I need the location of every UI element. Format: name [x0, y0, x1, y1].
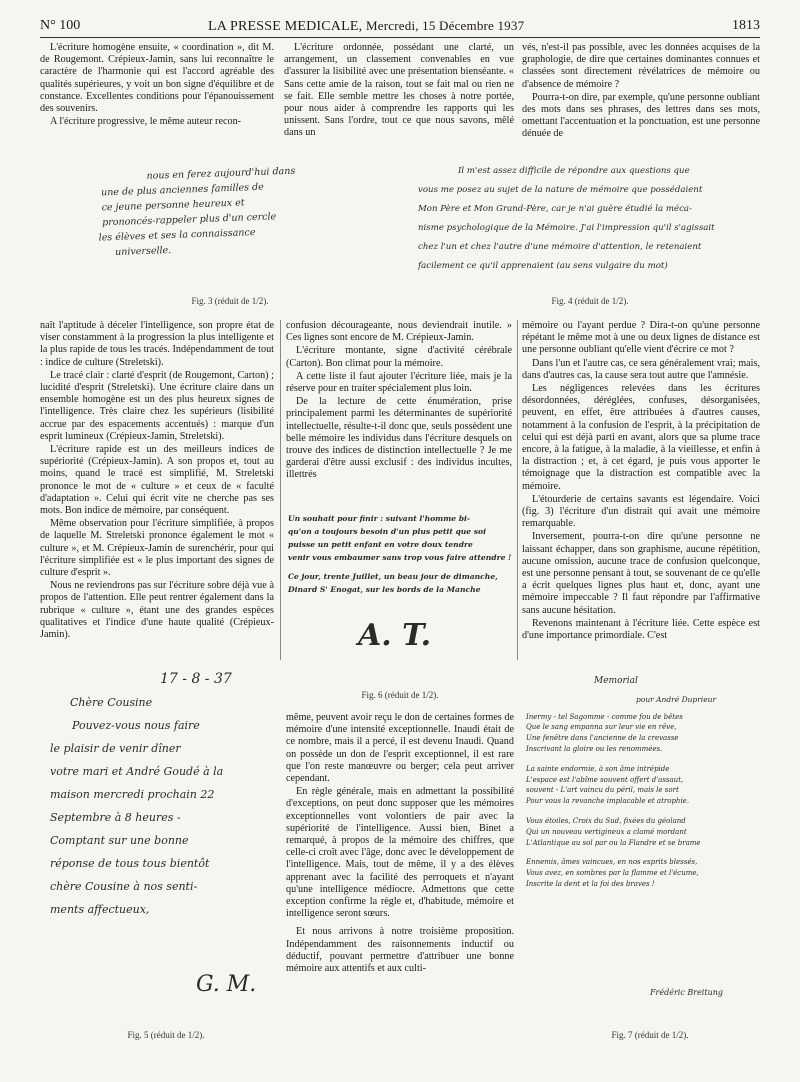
handwriting-line: Une fenêtre dans l'ancienne de la crevasse — [526, 734, 679, 743]
top-column-1 — [40, 42, 274, 129]
handwriting-line: prononcés-rappeler plus d'un cercle — [101, 211, 277, 229]
figure-4-caption: Fig. 4 (réduit de 1/2). — [551, 296, 629, 306]
journal-name: LA PRESSE MEDICALE, — [208, 19, 363, 34]
handwriting-line: L'Atlantique au sol par ou la Flandre et se brame — [526, 838, 701, 847]
handwriting-line: Pour vous la revanche implacable et atrophie. — [526, 797, 690, 806]
figure-3-caption: Fig. 3 (réduit de 1/2). — [191, 296, 269, 306]
paragraph: Même observation pour l'écriture simplifiée, à propos de laquelle M. Streletski prononce également le mot « culture », et M. Crépieux-Jamin de surenchérir, pour qui l'écriture simplifiée est « le plus important des signes de culture d'esprit ». — [40, 518, 274, 579]
poem-dedication: pour André Duprieur — [636, 694, 717, 704]
handwriting-line: puisse un petit enfant en votre doux tendre — [288, 540, 473, 549]
paragraph: Nous ne reviendrons pas sur l'écriture sobre déjà vue à propos de l'attention. Elle peut rentrer également dans la rubrique « culture », étant une des grandes espèces qualitatives et l'indice d'une haute qualité (Crépieux-Jamin). — [40, 580, 274, 641]
handwriting-line: Ennemis, âmes vaincues, en nos esprits blessés, — [526, 858, 698, 867]
figure-6-caption: Fig. 6 (réduit de 1/2). — [361, 690, 439, 700]
paragraph: A l'écriture progressive, le même auteur recon- — [50, 116, 242, 128]
figure-5-handwriting — [50, 668, 280, 916]
handwriting-line: chère Cousine à nos senti- — [50, 880, 198, 893]
figure-6-handwriting — [288, 512, 516, 608]
paragraph: Les négligences relevées dans les écritures désordonnées, déréglées, confuses, désorganisées, peuvent, en effet, être attribuées à d'autres causes, notamment à la confusion de l'esprit, à la précipitation de celui qui est déjà parti en avant, alors que sa plume trace encore, à la fatigue, à la maladie, à la vieillesse, et enfin à la distraction ; et, à cet égard, je puis vous apporter le témoignage que la distraction est compatible avec la mémoire. — [522, 383, 760, 492]
figure-6-signature: A. T. — [358, 618, 432, 653]
handwriting-line: Inscrivant la gloire ou les renommées. — [526, 744, 663, 753]
handwriting-line: Mon Père et Mon Grand-Père, car je n'ai guère étudié la méca- — [418, 204, 692, 214]
handwriting-line: maison mercredi prochain 22 — [50, 788, 215, 801]
column-divider — [517, 320, 518, 660]
bottom-column-2 — [286, 712, 514, 976]
poem-title: Memorial — [594, 676, 638, 686]
top-column-3 — [522, 42, 760, 142]
handwriting-line: Qui un nouveau vertigineux a clamé mordant — [526, 827, 687, 836]
handwriting-line: ments affectueux, — [50, 903, 150, 916]
journal-title — [208, 18, 524, 35]
paragraph: Inversement, pourra-t-on dire qu'une personne ne laissant échapper, dans son graphisme, aucune répétition, aucune omission, aucune trace de confusion quelconque, est une personne pensant à tout, se souvenant de ce qu'elle a écrit quelques lignes plus haut et, donc, ayant une mémoire impeccable ? Il faut répondre par l'affirmative sans aucune hésitation. — [522, 531, 760, 616]
paragraph: Pourra-t-on dire, par exemple, qu'une personne oubliant des mots dans ses phrases, des lettres dans ses mots, omettant l'accentuation et la ponctuation, est une personne dénuée de — [522, 91, 760, 140]
handwriting-line: ce jeune personne heureux et — [101, 197, 245, 214]
paragraph: L'étourderie de certains savants est légendaire. Voici (fig. 3) l'écriture d'un distrait qui avait une mémoire remarquable. — [522, 493, 760, 530]
letter-date: 17 - 8 - 37 — [160, 671, 232, 687]
handwriting-line: réponse de tous tous bientôt — [50, 857, 210, 870]
header-rule — [40, 37, 760, 38]
handwriting-line: Pouvez-vous nous faire — [72, 719, 200, 732]
handwriting-line: Inermy - tel Sagomme - comme fou de bêtes — [526, 712, 683, 721]
issue-number: N° 100 — [40, 18, 81, 33]
handwriting-line: qu'on a toujours besoin d'un plus petit que soi — [288, 527, 486, 536]
paragraph: Revenons maintenant à l'écriture liée. Cette espèce est d'une importance primordiale. C'est — [522, 617, 760, 642]
figure-7-signature: Frédéric Breitung — [650, 988, 724, 997]
paragraph: De la lecture de cette énumération, prise principalement parmi les déterminantes de supériorité intellectuelle, résulte-t-il donc que, seuls possèdent une belle mémoire les individus dans l'écriture desquels on trouve des indices de distinction intellectuelle ? Je me garderai d'être aussi exclusif : des individus incultes, illettrés — [286, 396, 512, 481]
handwriting-line: votre mari et André Goudé à la — [50, 765, 224, 778]
handwriting-line: Il m'est assez difficile de répondre aux questions que — [458, 166, 690, 176]
handwriting-line: Un souhait pour finir : suivant l'homme bi- — [288, 514, 471, 523]
handwriting-line: souvent - L'art vaincu du péril, mais le sort — [526, 786, 679, 795]
handwriting-line: Septembre à 8 heures - — [50, 811, 181, 824]
handwriting-line: Inscrite la dent et la foi des braves ! — [526, 879, 655, 888]
paragraph: A cette liste il faut ajouter l'écriture liée, mais je la réserve pour en traiter spécialement plus loin. — [286, 370, 512, 395]
handwriting-line: Chère Cousine — [70, 696, 153, 709]
handwriting-line: Dinard S' Enogat, sur les bords de la Manche — [288, 585, 481, 594]
paragraph: L'écriture homogène ensuite, « coordination », dit M. de Rougemont. Crépieux-Jamin, sans lui reconnaître le caractère de l'harmonie qui est l'accord agréable des qualités supérieures, y voit un bon signe d'équilibre et de constance. Excellentes conditions pour l'épanouissement des souvenirs. — [40, 42, 274, 115]
paragraph: L'écriture montante, signe d'activité cérébrale (Carton). Bon climat pour la mémoire. — [286, 345, 512, 369]
handwriting-line: Comptant sur une bonne — [50, 834, 189, 847]
paragraph: Et nous arrivons à notre troisième proposition. Indépendamment des raisonnements inductif ou déductif, pouvant permettre d'attribuer une bonne mémoire aux attentifs et aux culti- — [286, 926, 514, 975]
figure-3-handwriting — [76, 161, 379, 271]
paragraph: vés, n'est-il pas possible, avec les données acquises de la graphologie, de dire que certaines dominantes connues et classées sont directement révélatrices de mémoire ou d'absence de mémoire ? — [522, 42, 760, 90]
issue-date: Mercredi, 15 Décembre 1937 — [366, 18, 525, 33]
paragraph: naît l'aptitude à déceler l'intelligence, son propre état de viser constamment à la progression la plus intelligente et la plus rapide de tous les tracés. Indépendamment de tout : indice de culture (Streletski). — [40, 320, 274, 368]
handwriting-line: venir vous embaumer sans trop vous faire attendre ! — [288, 553, 512, 562]
figure-5-caption: Fig. 5 (réduit de 1/2). — [127, 1030, 205, 1040]
paragraph: L'écriture rapide est un des meilleurs indices de supériorité (Crépieux-Jamin). A son propos et, tout au moins, quand le tracé est simplifié, M. Streletski prononce le mot de « culture » et ceux de « faculté d'adaptation ». Celui qui écrit vite ne cherche pas ses mots. Bon indice de mémoire, par conséquent. — [40, 444, 274, 517]
mid-column-1 — [40, 320, 274, 642]
figure-7-caption: Fig. 7 (réduit de 1/2). — [611, 1030, 689, 1040]
paragraph: En règle générale, mais en admettant la possibilité d'exceptions, on peut donc supposer que les mémoires exceptionnelles vont volontiers de pair avec la supériorité de l'intelligence. Aussi bien, Binet a remarqué, à propos de la mémoire des chiffres, que celle-ci croît avec l'âge, donc avec le développement de l'intelligence. Mais, tout de même, il y a des élèves apprenant avec la facilité des perroquets et n'ayant qu'une intelligence médiocre. Admettons que cette exception confirme la règle et, d'habitude, mémoire et intelligence seront sœurs. — [286, 786, 514, 920]
handwriting-line: Que le sang empanna sur leur vie en rêve, — [526, 723, 677, 732]
column-divider — [280, 320, 281, 660]
handwriting-line: chez l'un et chez l'autre d'une mémoire d'attention, le retenaient — [418, 242, 702, 252]
mid-column-2 — [286, 320, 512, 483]
handwriting-line: vous me posez au sujet de la nature de mémoire que possédaient — [418, 185, 703, 195]
top-column-2 — [284, 42, 514, 141]
paragraph: confusion décourageante, nous deviendrait inutile. » Ces lignes sont encore de M. Crépieux-Jamin. — [286, 320, 512, 344]
handwriting-line: universelle. — [115, 245, 172, 258]
handwriting-line: Vous avez, en sombres par la flamme et l'écume, — [526, 869, 699, 878]
handwriting-line: le plaisir de venir dîner — [50, 742, 181, 755]
figure-7-handwriting — [526, 676, 766, 1026]
handwriting-line: La sainte endormie, à son âme intrépide — [526, 764, 670, 773]
handwriting-line: Vous étoiles, Croix du Sud, fixées du géoland — [526, 816, 686, 825]
handwriting-line: L'espace est l'abîme souvent offert d'assaut, — [526, 775, 684, 784]
handwriting-line: une de plus anciennes familles de — [100, 181, 264, 199]
paragraph: mémoire ou l'ayant perdue ? Dira-t-on qu'une personne répétant le même mot à une ou deux lignes de distance est une personne oubliant qu'elle vient d'écrire ce mot ? — [522, 320, 760, 356]
paragraph: même, peuvent avoir reçu le don de certaines formes de mémoire d'une intensité exceptionnelle. Inaudi était de ce nombre, mais il a percé, il est devenu Inaudi. Quand on possède un don de l'esprit exceptionnel, il est rare que l'on reste manœuvre ou berger; cela peut arriver cependant. — [286, 712, 514, 785]
paragraph: L'écriture ordonnée, possédant une clarté, un arrangement, un classement convenables en vue d'assurer la lisibilité avec une présentation bienséante. « Sans cette amie de la raison, tout se fait mal ou rien ne se fait. Elle semble mettre les choses à notre portée, pour nous aider à comprendre les rapports qui les unissent. Sans l'ordre, tout ce que nous savons, mêlé dans un — [284, 42, 514, 139]
page-number: 1813 — [732, 18, 760, 33]
figure-5-signature: G. M. — [196, 972, 257, 997]
paragraph: Le tracé clair : clarté d'esprit (de Rougemont, Carton) ; lucidité d'esprit (Streletski). Une écriture claire dans un ensemble homogène est un des plus heureux signes de l'intelligence. Très claire chez les supérieurs (lisibilité accrue par des espacements accentués) : marque d'un esprit lumineux (Crépieux-Jamin, Streletski). — [40, 369, 274, 442]
paragraph: Dans l'un et l'autre cas, ce sera généralement vrai; mais, dans d'autres cas, la cause sera tout autre que l'amnésie. — [522, 357, 760, 381]
handwriting-line: nous en ferez aujourd'hui dans — [146, 165, 296, 182]
figure-4-handwriting — [418, 162, 768, 292]
handwriting-line: nisme psychologique de la Mémoire. J'ai l'impression qu'il s'agissait — [418, 223, 715, 233]
handwriting-line: les élèves et ses la connaissance — [98, 227, 256, 244]
handwriting-line: Ce jour, trente Juillet, un beau jour de dimanche, — [288, 572, 498, 581]
handwriting-line: facilement ce qu'il apprenaient (au sens vulgaire du mot) — [418, 261, 668, 271]
mid-column-3 — [522, 320, 760, 643]
